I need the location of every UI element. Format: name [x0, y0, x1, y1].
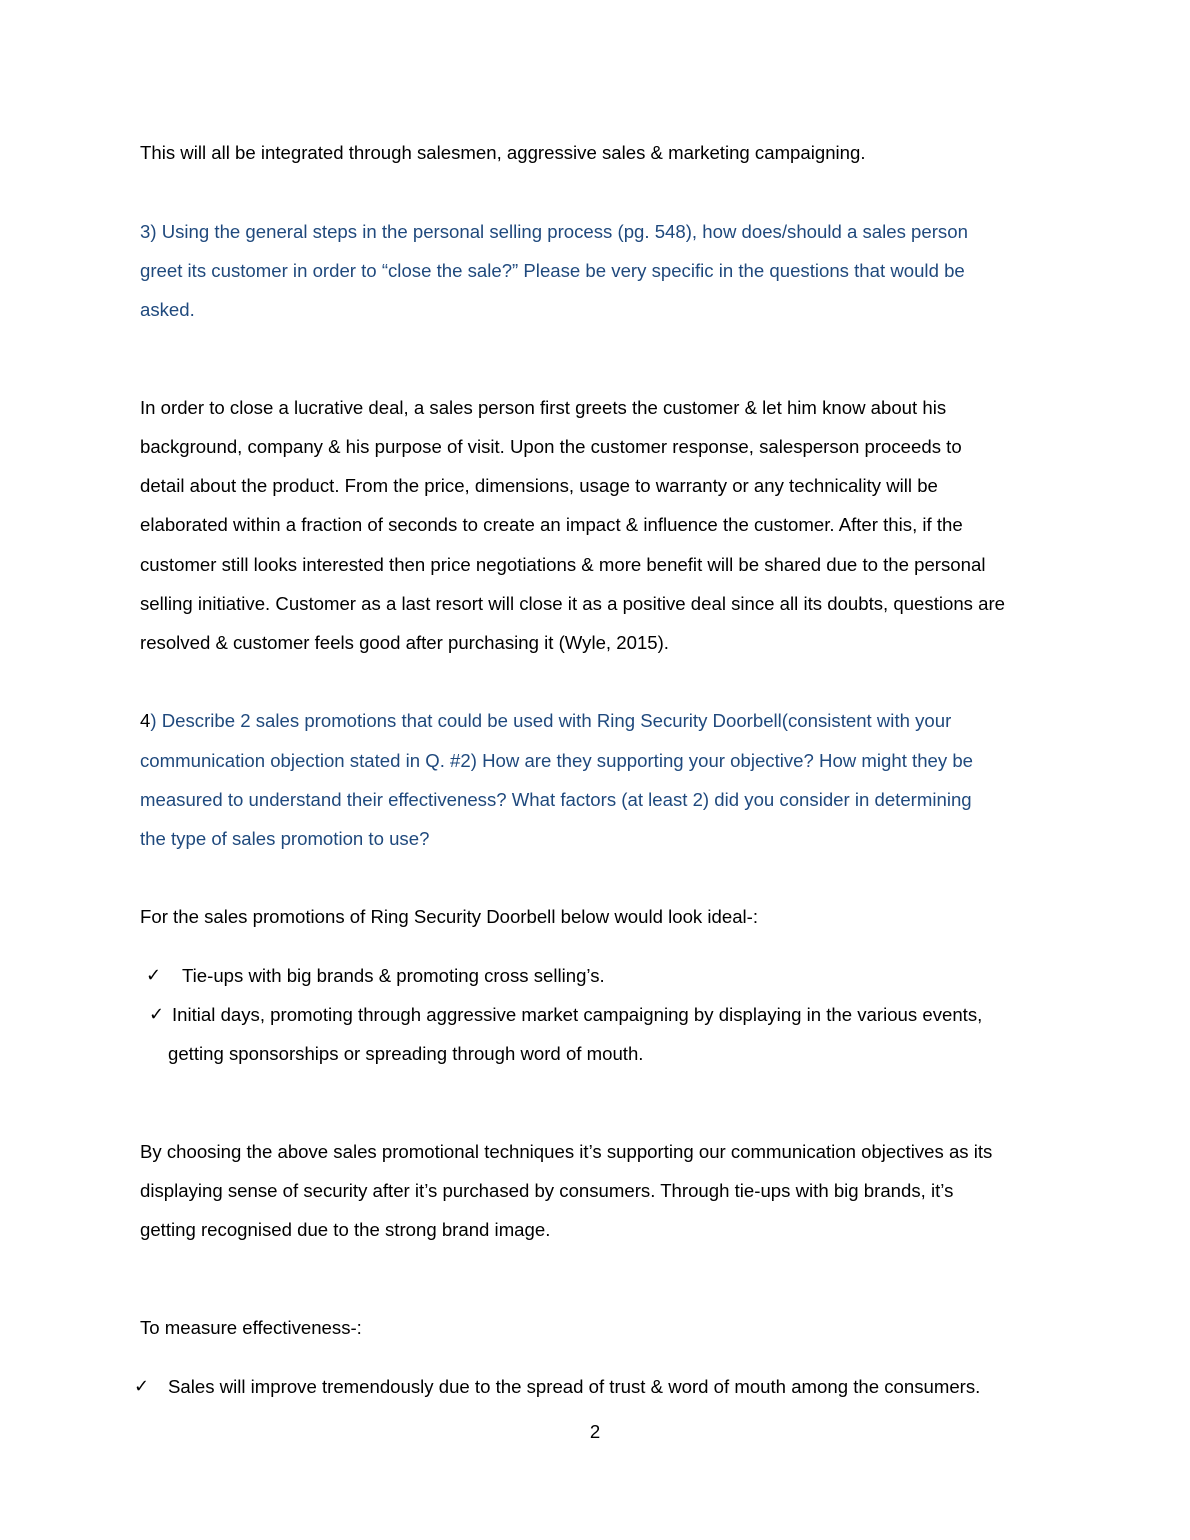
- answer-3-line-1: In order to close a lucrative deal, a sales person first greets the customer & let him know about his: [140, 397, 947, 418]
- measure-intro: To measure effectiveness-:: [140, 1317, 362, 1338]
- answer-3-line-5: customer still looks interested then price negotiations & more benefit will be shared due to the personal: [140, 554, 986, 575]
- answer-3-line-3: detail about the product. From the price, dimensions, usage to warranty or any technicality will be: [140, 475, 938, 496]
- checkmark-icon: ✓: [149, 1004, 165, 1024]
- question-3-line-2: greet its customer in order to “close the sale?” Please be very specific in the questions that would be: [140, 260, 965, 281]
- intro-line: This will all be integrated through salesmen, aggressive sales & marketing campaigning.: [140, 142, 866, 163]
- page-number: 2: [589, 1421, 601, 1442]
- question-3-line-3: asked.: [140, 299, 195, 320]
- support-para-line-1: By choosing the above sales promotional techniques it’s supporting our communication objectives as its: [140, 1141, 993, 1162]
- answer-3-line-2: background, company & his purpose of visit. Upon the customer response, salesperson proceeds to: [140, 436, 962, 457]
- promotion-item-2-line-2: getting sponsorships or spreading through word of mouth.: [168, 1043, 644, 1064]
- question-4-line-3: measured to understand their effectiveness? What factors (at least 2) did you consider in determining: [140, 789, 972, 810]
- answer-3-line-4: elaborated within a fraction of seconds to create an impact & influence the customer. After this, if the: [140, 514, 963, 535]
- answer-3-line-6: selling initiative. Customer as a last resort will close it as a positive deal since all its doubts, questions are: [140, 593, 1006, 614]
- question-4-line-1: [140, 709, 951, 733]
- answer-3-line-7: resolved & customer feels good after purchasing it (Wyle, 2015).: [140, 632, 669, 653]
- measure-item-1: Sales will improve tremendously due to the spread of trust & word of mouth among the consumers.: [168, 1376, 981, 1397]
- support-para-line-2: displaying sense of security after it’s purchased by consumers. Through tie-ups with big brands, it’s: [140, 1180, 954, 1201]
- question-4-line-2: communication objection stated in Q. #2) How are they supporting your objective? How might they be: [140, 750, 974, 771]
- checkmark-icon: ✓: [134, 1376, 150, 1396]
- question-4-number: 4: [140, 710, 151, 731]
- checkmark-icon: ✓: [146, 965, 162, 985]
- question-4-line-4: the type of sales promotion to use?: [140, 828, 430, 849]
- question-4-line-1-text: ) Describe 2 sales promotions that could be used with Ring Security Doorbell(consistent with your: [150, 710, 952, 731]
- question-3-line-1: 3) Using the general steps in the personal selling process (pg. 548), how does/should a sales person: [140, 221, 968, 242]
- support-para-line-3: getting recognised due to the strong brand image.: [140, 1219, 551, 1240]
- promotion-item-1: Tie-ups with big brands & promoting cross selling’s.: [182, 965, 605, 986]
- promotions-intro: For the sales promotions of Ring Security Doorbell below would look ideal-:: [140, 906, 759, 927]
- promotion-item-2-line-1: Initial days, promoting through aggressive market campaigning by displaying in the various events,: [172, 1004, 983, 1025]
